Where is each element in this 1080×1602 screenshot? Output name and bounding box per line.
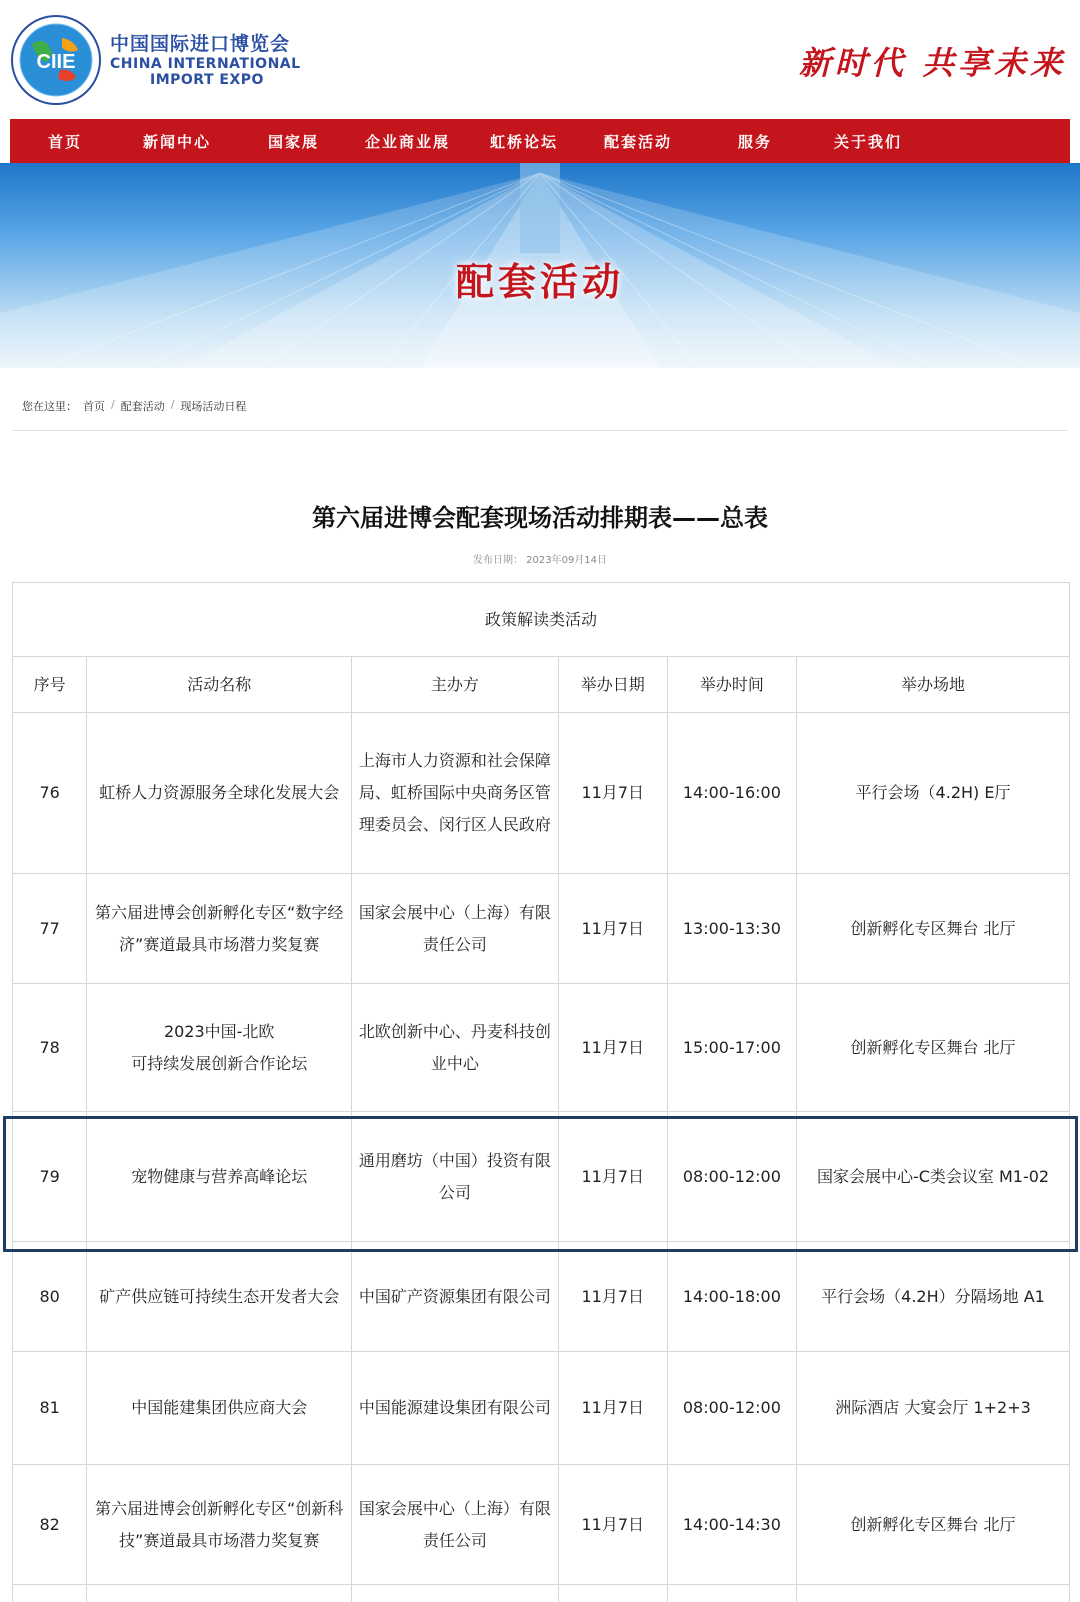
cell-index: 76 bbox=[13, 713, 87, 874]
cell-time: 14:00-18:00 bbox=[667, 1242, 796, 1352]
breadcrumb bbox=[22, 398, 246, 414]
cell-venue: 创新孵化专区舞台 北厅 bbox=[797, 874, 1070, 984]
nav-item-events[interactable]: 配套活动 bbox=[604, 133, 673, 151]
table-row bbox=[13, 1352, 1070, 1465]
nav-item-news[interactable]: 新闻中心 bbox=[143, 133, 212, 151]
table-section-title: 政策解读类活动 bbox=[13, 583, 1070, 657]
cell-name: 中国能建集团供应商大会 bbox=[87, 1352, 352, 1465]
nav-item-about[interactable]: 关于我们 bbox=[834, 133, 903, 151]
cell-time: 08:00-12:00 bbox=[667, 1112, 796, 1242]
schedule-table bbox=[12, 582, 1070, 1602]
cell-organizer: 上海市人力资源和社会保障局、虹桥国际中央商务区管理委员会、闵行区人民政府 bbox=[352, 713, 559, 874]
cell-name: 宠物健康与营养高峰论坛 bbox=[87, 1112, 352, 1242]
table-row-highlighted bbox=[13, 1112, 1070, 1242]
nav-item-home[interactable]: 首页 bbox=[48, 133, 83, 151]
table-row bbox=[13, 1465, 1070, 1585]
cell-venue: 平行会场（4.2H) E厅 bbox=[797, 713, 1070, 874]
cell-index: 78 bbox=[13, 984, 87, 1112]
slogan: 新时代 共享未来 bbox=[798, 44, 1066, 82]
cell-empty bbox=[352, 1585, 559, 1602]
cell-name: 矿产供应链可持续生态开发者大会 bbox=[87, 1242, 352, 1352]
cell-name: 第六届进博会创新孵化专区“数字经济”赛道最具市场潜力奖复赛 bbox=[87, 874, 352, 984]
cell-date: 11月7日 bbox=[558, 1112, 667, 1242]
cell-date: 11月7日 bbox=[558, 1242, 667, 1352]
cell-date: 11月7日 bbox=[558, 713, 667, 874]
cell-venue: 创新孵化专区舞台 北厅 bbox=[797, 1465, 1070, 1585]
table-row bbox=[13, 1242, 1070, 1352]
cell-empty bbox=[87, 1585, 352, 1602]
breadcrumb-events[interactable]: 配套活动 bbox=[120, 400, 165, 413]
breadcrumb-separator: / bbox=[170, 398, 175, 411]
cell-empty bbox=[558, 1585, 667, 1602]
table-header-row bbox=[13, 657, 1070, 713]
cell-date: 11月7日 bbox=[558, 1465, 667, 1585]
cell-index: 81 bbox=[13, 1352, 87, 1465]
cell-empty bbox=[13, 1585, 87, 1602]
nav-item-hongqiao-forum[interactable]: 虹桥论坛 bbox=[490, 133, 559, 151]
cell-venue: 国家会展中心-C类会议室 M1-02 bbox=[797, 1112, 1070, 1242]
breadcrumb-prefix: 您在这里： bbox=[22, 400, 77, 413]
cell-empty bbox=[797, 1585, 1070, 1602]
column-header-organizer: 主办方 bbox=[352, 657, 559, 713]
cell-venue: 洲际酒店 大宴会厅 1+2+3 bbox=[797, 1352, 1070, 1465]
column-header-index: 序号 bbox=[13, 657, 87, 713]
cell-organizer: 国家会展中心（上海）有限责任公司 bbox=[352, 1465, 559, 1585]
divider bbox=[12, 430, 1068, 431]
cell-organizer: 通用磨坊（中国）投资有限公司 bbox=[352, 1112, 559, 1242]
cell-time: 14:00-16:00 bbox=[667, 713, 796, 874]
breadcrumb-home[interactable]: 首页 bbox=[83, 400, 105, 413]
cell-organizer: 国家会展中心（上海）有限责任公司 bbox=[352, 874, 559, 984]
cell-empty bbox=[667, 1585, 796, 1602]
publish-date: 发布日期： 2023年09月14日 bbox=[472, 555, 608, 566]
column-header-name: 活动名称 bbox=[87, 657, 352, 713]
cell-organizer: 北欧创新中心、丹麦科技创业中心 bbox=[352, 984, 559, 1112]
page-title: 第六届进博会配套现场活动排期表——总表 bbox=[312, 504, 768, 532]
breadcrumb-schedule[interactable]: 现场活动日程 bbox=[180, 400, 247, 413]
banner-title: 配套活动 bbox=[455, 260, 624, 304]
cell-organizer: 中国能源建设集团有限公司 bbox=[352, 1352, 559, 1465]
cell-venue: 平行会场（4.2H）分隔场地 A1 bbox=[797, 1242, 1070, 1352]
cell-date: 11月7日 bbox=[558, 984, 667, 1112]
site-header bbox=[0, 0, 1080, 118]
cell-name: 第六届进博会创新孵化专区“创新科技”赛道最具市场潜力奖复赛 bbox=[87, 1465, 352, 1585]
cell-organizer: 中国矿产资源集团有限公司 bbox=[352, 1242, 559, 1352]
table-row bbox=[13, 984, 1070, 1112]
cell-name: 2023中国-北欧 可持续发展创新合作论坛 bbox=[87, 984, 352, 1112]
column-header-date: 举办日期 bbox=[558, 657, 667, 713]
logo-text[interactable] bbox=[110, 32, 301, 88]
cell-time: 15:00-17:00 bbox=[667, 984, 796, 1112]
nav-item-business-exhibition[interactable]: 企业商业展 bbox=[365, 133, 451, 151]
table-row bbox=[13, 874, 1070, 984]
table-row-partial bbox=[13, 1585, 1070, 1602]
cell-index: 82 bbox=[13, 1465, 87, 1585]
logo-cn-name: 中国国际进口博览会 bbox=[110, 33, 291, 55]
table-row bbox=[13, 713, 1070, 874]
cell-time: 13:00-13:30 bbox=[667, 874, 796, 984]
table-section-row bbox=[13, 583, 1070, 657]
cell-date: 11月7日 bbox=[558, 874, 667, 984]
cell-venue: 创新孵化专区舞台 北厅 bbox=[797, 984, 1070, 1112]
logo-en-line1: CHINA INTERNATIONAL bbox=[110, 56, 301, 72]
column-header-venue: 举办场地 bbox=[797, 657, 1070, 713]
nav-item-services[interactable]: 服务 bbox=[738, 133, 773, 151]
breadcrumb-separator: / bbox=[111, 398, 115, 411]
logo-en-line2: IMPORT EXPO bbox=[150, 72, 264, 88]
logo-short-text: CIIE bbox=[36, 51, 76, 73]
ciie-logo-icon[interactable] bbox=[10, 14, 102, 106]
main-nav bbox=[10, 119, 1070, 163]
page-banner bbox=[0, 163, 1080, 368]
cell-index: 79 bbox=[13, 1112, 87, 1242]
column-header-time: 举办时间 bbox=[667, 657, 796, 713]
cell-index: 80 bbox=[13, 1242, 87, 1352]
cell-time: 08:00-12:00 bbox=[667, 1352, 796, 1465]
nav-item-country-exhibition[interactable]: 国家展 bbox=[268, 133, 320, 151]
cell-name: 虹桥人力资源服务全球化发展大会 bbox=[87, 713, 352, 874]
cell-date: 11月7日 bbox=[558, 1352, 667, 1465]
schedule-table-wrapper bbox=[12, 582, 1070, 1602]
cell-time: 14:00-14:30 bbox=[667, 1465, 796, 1585]
cell-index: 77 bbox=[13, 874, 87, 984]
